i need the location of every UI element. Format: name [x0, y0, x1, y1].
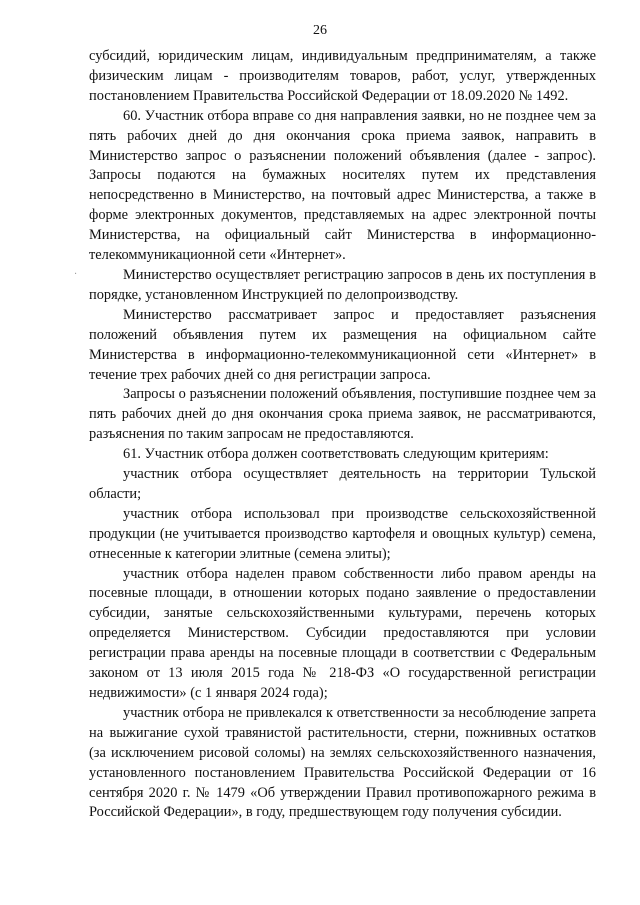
criterion-land-ownership: участник отбора наделен правом собственности либо правом аренды на посевные площади, в отношении которых подано заявление о предоставлении субсидии, занятые сельскохозяйственными культурами, перечень которых определяется Министерством. Субсидии предоставляются при условии регистрации права аренды на посевные площади в соответствии с Федеральным законом от 13 июля 2015 года № 218-ФЗ «О государственной регистрации недвижимости» (с 1 января 2024 года); [89, 565, 596, 701]
paragraph-61: 61. Участник отбора должен соответствовать следующим критериям: [123, 446, 549, 463]
document-body [89, 47, 596, 823]
paragraph-60: 60. Участник отбора вправе со дня направления заявки, но не позднее чем за пять рабочих дней до дня окончания срока приема заявок, направить в Министерство запрос о разъяснении положений объявления (далее - запрос). Запросы подаются на бумажных носителях путем их представления непосредственно в Министерство, на почтовый адрес Министерства, а также в форме электронных документов, представляемых на адрес электронной почты Министерства, на официальный сайт Министерства в информационно-телекоммуникационной сети «Интернет». [89, 107, 596, 264]
margin-mark: · [74, 269, 78, 280]
paragraph-subsidies-continuation: субсидий, юридическим лицам, индивидуальным предпринимателям, а также физическим лицам - производителям товаров, работ, услуг, утвержденных постановлением Правительства Российской Федерации от 18.09.2020 № 1492. [89, 48, 596, 104]
paragraph-ministry-registration: Министерство осуществляет регистрацию запросов в день их поступления в порядке, установленном Инструкцией по делопроизводству. [89, 266, 596, 303]
criterion-elite-seeds: участник отбора использовал при производстве сельскохозяйственной продукции (не учитывается производство картофеля и овощных культур) семена, отнесенные к категории элитные (семена элиты); [89, 505, 596, 562]
criterion-territory: участник отбора осуществляет деятельность на территории Тульской области; [89, 466, 596, 502]
criterion-no-burning-liability: участник отбора не привлекался к ответственности за несоблюдение запрета на выжигание сухой травянистой растительности, стерни, пожнивных остатков (за исключением рисовой соломы) на землях сельскохозяйственного назначения, установленного постановлением Правительства Российской Федерации от 16 сентября 2020 г. № 1479 «Об утверждении Правил противопожарного режима в Российской Федерации», в году, предшествующем году получения субсидии. [89, 704, 596, 821]
paragraph-ministry-review: Министерство рассматривает запрос и предоставляет разъяснения положений объявления путем их размещения на официальном сайте Министерства в информационно-телекоммуникационной сети «Интернет» в течение трех рабочих дней со дня регистрации запроса. [89, 306, 596, 383]
paragraph-late-requests: Запросы о разъяснении положений объявления, поступившие позднее чем за пять рабочих дней до дня окончания срока приема заявок, не рассматриваются, разъяснения по таким запросам не предоставляются. [89, 386, 596, 443]
page-number: 26 [313, 23, 327, 38]
